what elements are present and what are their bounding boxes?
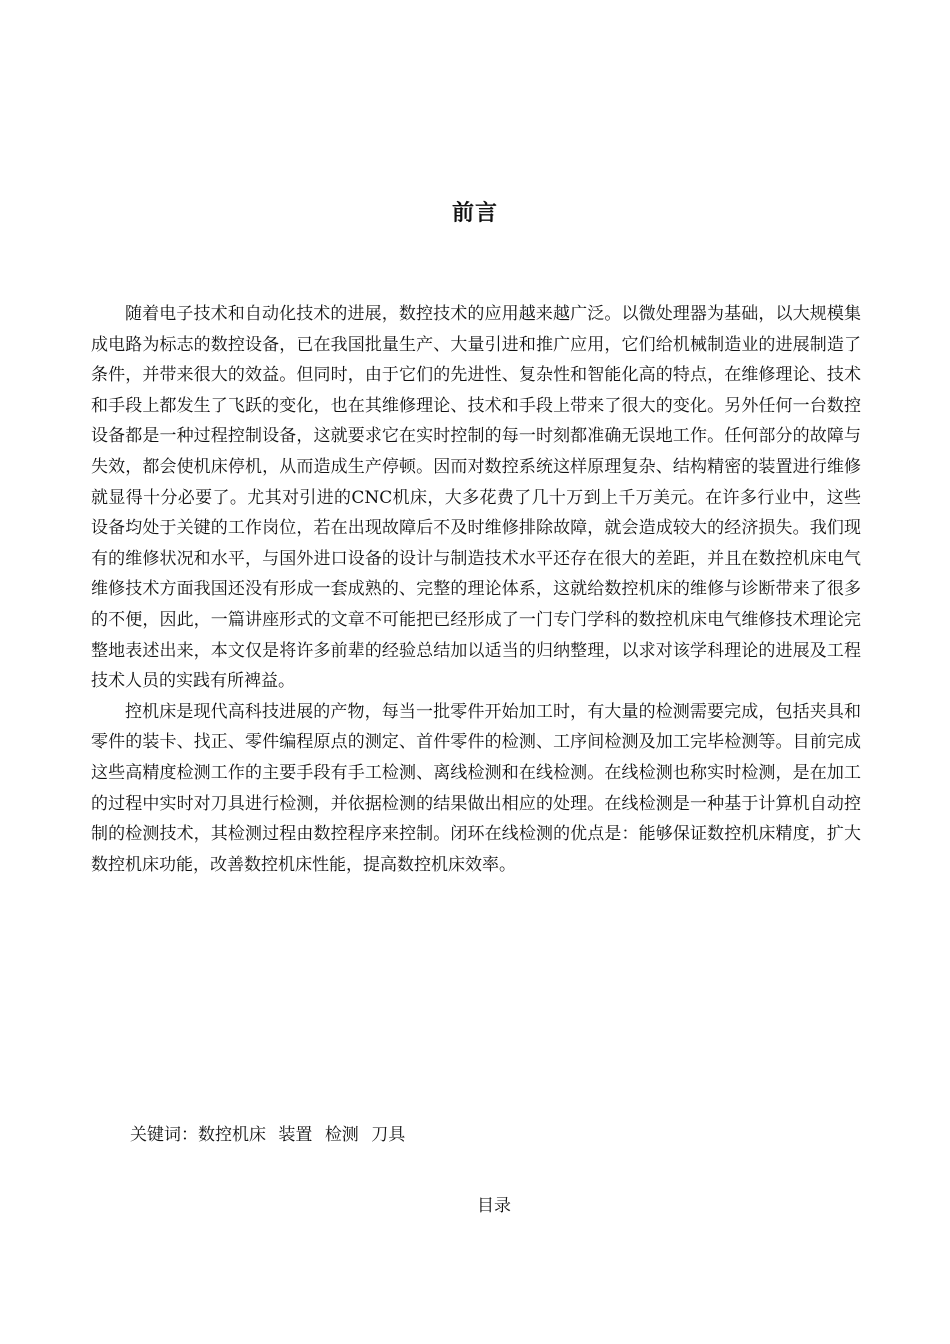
keyword: 刀具 (371, 1125, 406, 1145)
keywords-line (130, 1121, 412, 1149)
keyword: 数控机床 (198, 1125, 266, 1145)
keyword: 装置 (278, 1125, 313, 1145)
paragraph: 控机床是现代高科技进展的产物，每当一批零件开始加工时，有大量的检测需要完成，包括夹具和零件的装卡、找正、零件编程原点的测定、首件零件的检测、工序间检测及加工完毕检测等。目前完成这些高精度检测工作的主要手段有手工检测、离线检测和在线检测。在线检测也称实时检测，是在加工的过程中实时对刀具进行检测，并依据检测的结果做出相应的处理。在线检测是一种基于计算机自动控制的检测技术，其检测过程由数控程序来控制。闭环在线检测的优点是：能够保证数控机床精度，扩大数控机床功能，改善数控机床性能，提高数控机床效率。 (91, 701, 861, 875)
keyword: 检测 (324, 1125, 359, 1145)
paragraph: 随着电子技术和自动化技术的进展，数控技术的应用越来越广泛。以微处理器为基础，以大规模集成电路为标志的数控设备，已在我国批量生产、大量引进和推广应用，它们给机械制造业的进展制造了条件，并带来很大的效益。但同时，由于它们的先进性、复杂性和智能化高的特点，在维修理论、技术和手段上都发生了飞跃的变化，也在其维修理论、技术和手段上带来了很大的变化。另外任何一台数控设备都是一种过程控制设备，这就要求它在实时控制的每一时刻都准确无误地工作。任何部分的故障与失效，都会使机床停机，从而造成生产停顿。因而对数控系统这样原理复杂、结构精密的装置进行维修就显得十分必要了。尤其对引进的CNC机床，大多花费了几十万到上千万美元。在许多行业中，这些设备均处于关键的工作岗位，若在出现故障后不及时维修排除故障，就会造成较大的经济损失。我们现有的维修状况和水平，与国外进口设备的设计与制造技术水平还存在很大的差距，并且在数控机床电气维修技术方面我国还没有形成一套成熟的、完整的理论体系，这就给数控机床的维修与诊断带来了很多的不便，因此，一篇讲座形式的文章不可能把已经形成了一门专门学科的数控机床电气维修技术理论完整地表述出来，本文仅是将许多前辈的经验总结加以适当的归纳整理，以求对该学科理论的进展及工程技术人员的实践有所裨益。 (91, 304, 861, 692)
body-text (91, 299, 861, 880)
toc-title: 目录 (477, 1196, 511, 1216)
keywords-label: 关键词： (130, 1125, 198, 1145)
page-title: 前言 (451, 201, 498, 226)
